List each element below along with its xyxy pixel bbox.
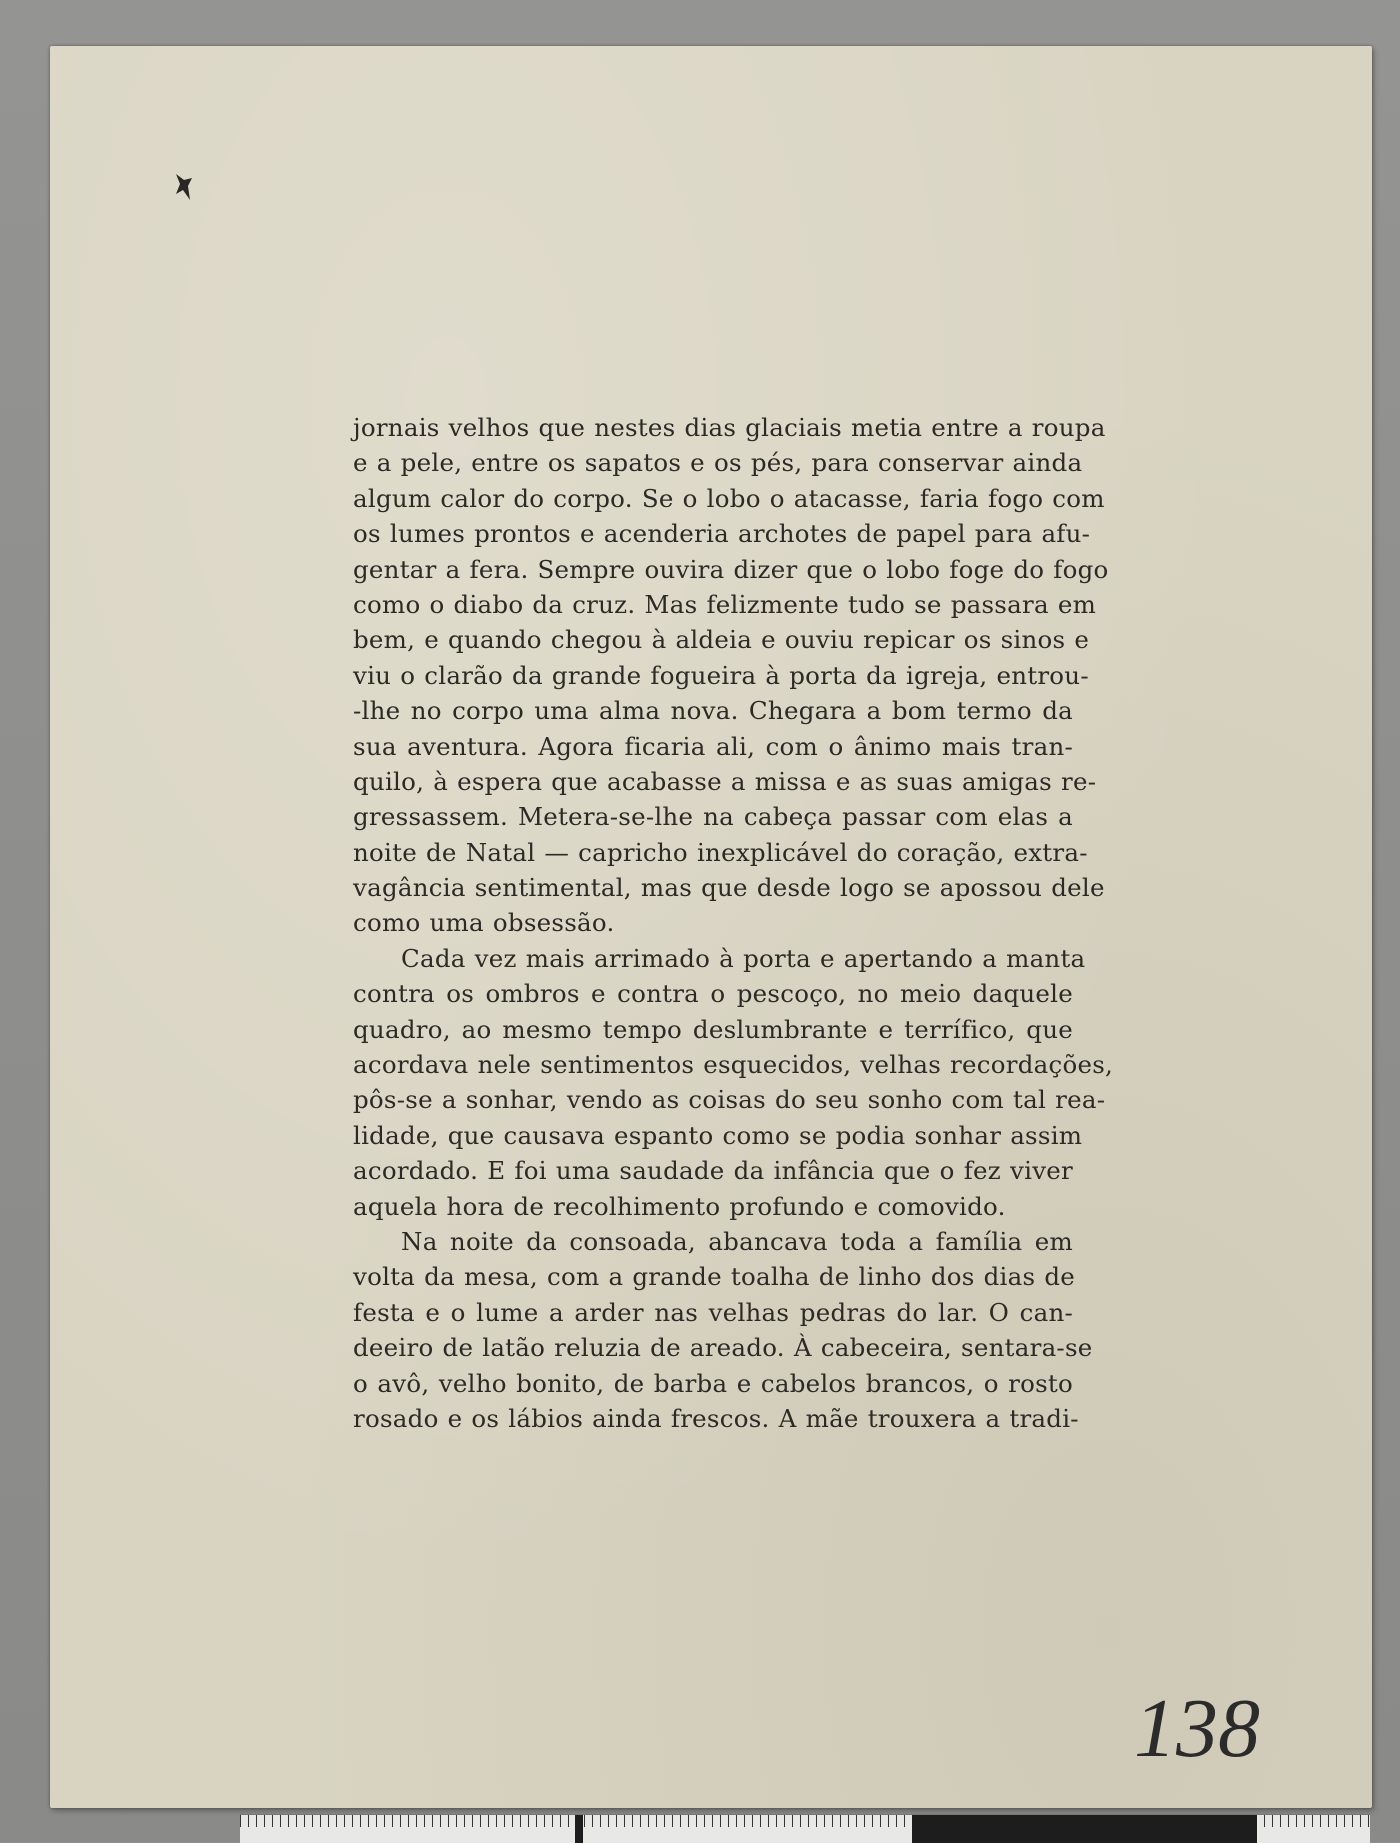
- text-line: algum calor do corpo. Se o lobo o atacasse, faria fogo com: [353, 483, 1105, 513]
- text-line: quilo, à espera que acabasse a missa e as suas amigas re-: [353, 766, 1097, 796]
- ruler-block: [575, 1815, 583, 1843]
- text-line: contra os ombros e contra o pescoço, no meio daquele: [353, 979, 1073, 1009]
- text-line: viu o clarão da grande fogueira à porta da igreja, entrou-: [353, 660, 1089, 690]
- page-number-text: 138: [1134, 1682, 1260, 1770]
- text-line: o avô, velho bonito, de barba e cabelos brancos, o rosto: [353, 1368, 1073, 1398]
- text-line: gentar a fera. Sempre ouvira dizer que o lobo foge do fogo: [353, 554, 1109, 584]
- text-line: como o diabo da cruz. Mas felizmente tudo se passara em: [353, 589, 1097, 619]
- text-line: acordado. E foi uma saudade da infância que o fez viver: [353, 1156, 1073, 1186]
- text-line: aquela hora de recolhimento profundo e comovido.: [353, 1191, 1006, 1221]
- ruler-block: [912, 1815, 1257, 1843]
- text-line: como uma obsessão.: [353, 908, 615, 938]
- text-line: deeiro de latão reluzia de areado. À cabeceira, sentara-se: [353, 1333, 1093, 1363]
- scan-ruler: [240, 1814, 1370, 1843]
- paragraph-start: Cada vez mais arrimado à porta e apertando a manta: [401, 943, 1086, 973]
- text-line: e a pele, entre os sapatos e os pés, para conservar ainda: [353, 448, 1083, 478]
- text-line: sua aventura. Agora ficaria ali, com o ânimo mais tran-: [353, 731, 1073, 761]
- text-line: volta da mesa, com a grande toalha de linho dos dias de: [353, 1262, 1076, 1292]
- text-line: bem, e quando chegou à aldeia e ouviu repicar os sinos e: [353, 625, 1090, 655]
- text-line: rosado e os lábios ainda frescos. A mãe trouxera a tradi-: [353, 1403, 1079, 1433]
- text-line: lidade, que causava espanto como se podia sonhar assim: [353, 1120, 1083, 1150]
- text-line: jornais velhos que nestes dias glaciais metia entre a roupa: [353, 413, 1106, 442]
- text-line: noite de Natal — capricho inexplicável do coração, extra-: [353, 837, 1088, 867]
- paragraph-start: Na noite da consoada, abancava toda a família em: [401, 1226, 1073, 1256]
- text-line: quadro, ao mesmo tempo deslumbrante e terrífico, que: [353, 1014, 1073, 1044]
- text-line: festa e o lume a arder nas velhas pedras do lar. O can-: [353, 1297, 1073, 1327]
- text-line: os lumes prontos e acenderia archotes de papel para afu-: [353, 519, 1091, 549]
- text-line: vagância sentimental, mas que desde logo se apossou dele: [353, 873, 1105, 903]
- text-line: gressassem. Metera-se-lhe na cabeça passar com elas a: [353, 802, 1073, 832]
- handwritten-page-number: [1130, 1680, 1290, 1770]
- body-text: [353, 410, 1114, 1436]
- ink-blot-mark: [170, 170, 200, 206]
- text-line: pôs-se a sonhar, vendo as coisas do seu sonho com tal rea-: [353, 1085, 1106, 1115]
- text-line: -lhe no corpo uma alma nova. Chegara a bom termo da: [353, 696, 1073, 726]
- text-line: acordava nele sentimentos esquecidos, velhas recordações,: [353, 1050, 1114, 1080]
